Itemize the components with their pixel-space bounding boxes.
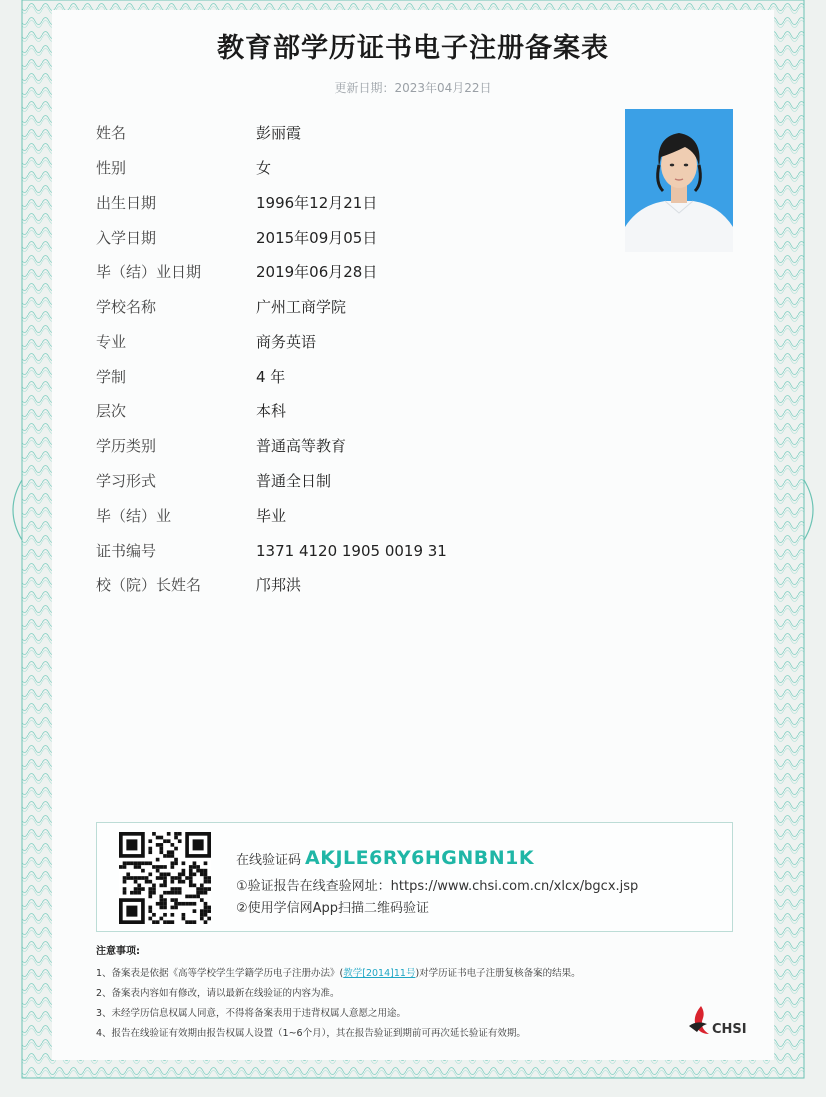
field-value: 毕业 xyxy=(256,507,287,525)
field-label: 入学日期 xyxy=(96,229,157,247)
update-date: 更新日期：2023年04月22日 xyxy=(334,81,492,95)
note-item: 3、未经学历信息权属人同意，不得将备案表用于违背权属人意愿之用途。 xyxy=(96,1008,407,1019)
field-label: 专业 xyxy=(96,333,127,351)
field-label: 毕（结）业 xyxy=(96,507,172,525)
field-value: 普通高等教育 xyxy=(256,437,347,455)
note-text: 1、备案表是依据《高等学校学生学籍学历电子注册办法》( xyxy=(96,968,344,979)
field-label: 姓名 xyxy=(96,124,127,142)
note-text: )对学历证书电子注册复核备案的结果。 xyxy=(415,968,581,979)
field-value: 普通全日制 xyxy=(256,472,332,490)
verify-code-label: 在线验证码 xyxy=(236,853,302,868)
qr-code-icon[interactable] xyxy=(119,832,211,924)
field-label: 学制 xyxy=(96,368,127,386)
chsi-logo-text: CHSI xyxy=(712,1022,747,1037)
field-value: 邝邦洪 xyxy=(256,576,302,594)
id-photo xyxy=(625,109,733,252)
note-item: 4、报告在线验证有效期由报告权属人设置（1~6个月），其在报告验证到期前可再次延长验证有效期。 xyxy=(96,1028,526,1039)
field-value: 4 年 xyxy=(256,368,286,386)
regulation-link[interactable]: 教学[2014]11号 xyxy=(343,968,416,979)
field-label: 校（院）长姓名 xyxy=(96,576,202,594)
field-value: 1371 4120 1905 0019 31 xyxy=(256,542,447,560)
verify-code-row xyxy=(236,847,534,869)
notes-title: 注意事项: xyxy=(96,946,140,957)
field-value: 1996年12月21日 xyxy=(256,194,378,212)
field-label: 学校名称 xyxy=(96,298,157,316)
verification-box xyxy=(96,822,733,932)
field-label: 性别 xyxy=(96,159,127,177)
field-label: 学习形式 xyxy=(96,472,157,490)
field-value: 本科 xyxy=(256,402,287,420)
note-item xyxy=(96,965,581,979)
field-value: 女 xyxy=(256,159,272,177)
field-label: 出生日期 xyxy=(96,194,157,212)
field-label: 层次 xyxy=(96,402,127,420)
page-title: 教育部学历证书电子注册备案表 xyxy=(217,33,609,64)
verify-app-line: ②使用学信网App扫描二维码验证 xyxy=(236,901,430,916)
field-value: 广州工商学院 xyxy=(256,298,347,316)
field-value: 2019年06月28日 xyxy=(256,263,378,281)
field-value: 2015年09月05日 xyxy=(256,229,378,247)
field-value: 彭丽霞 xyxy=(256,124,302,142)
field-label: 证书编号 xyxy=(96,542,157,560)
field-value: 商务英语 xyxy=(256,333,317,351)
verify-code: AKJLE6RY6HGNBN1K xyxy=(305,847,535,869)
note-item: 2、备案表内容如有修改，请以最新在线验证的内容为准。 xyxy=(96,988,340,999)
field-label: 学历类别 xyxy=(96,437,157,455)
field-label: 毕（结）业日期 xyxy=(96,263,202,281)
verify-url-line[interactable]: ①验证报告在线查验网址：https://www.chsi.com.cn/xlcx/bgcx.jsp xyxy=(236,879,639,894)
